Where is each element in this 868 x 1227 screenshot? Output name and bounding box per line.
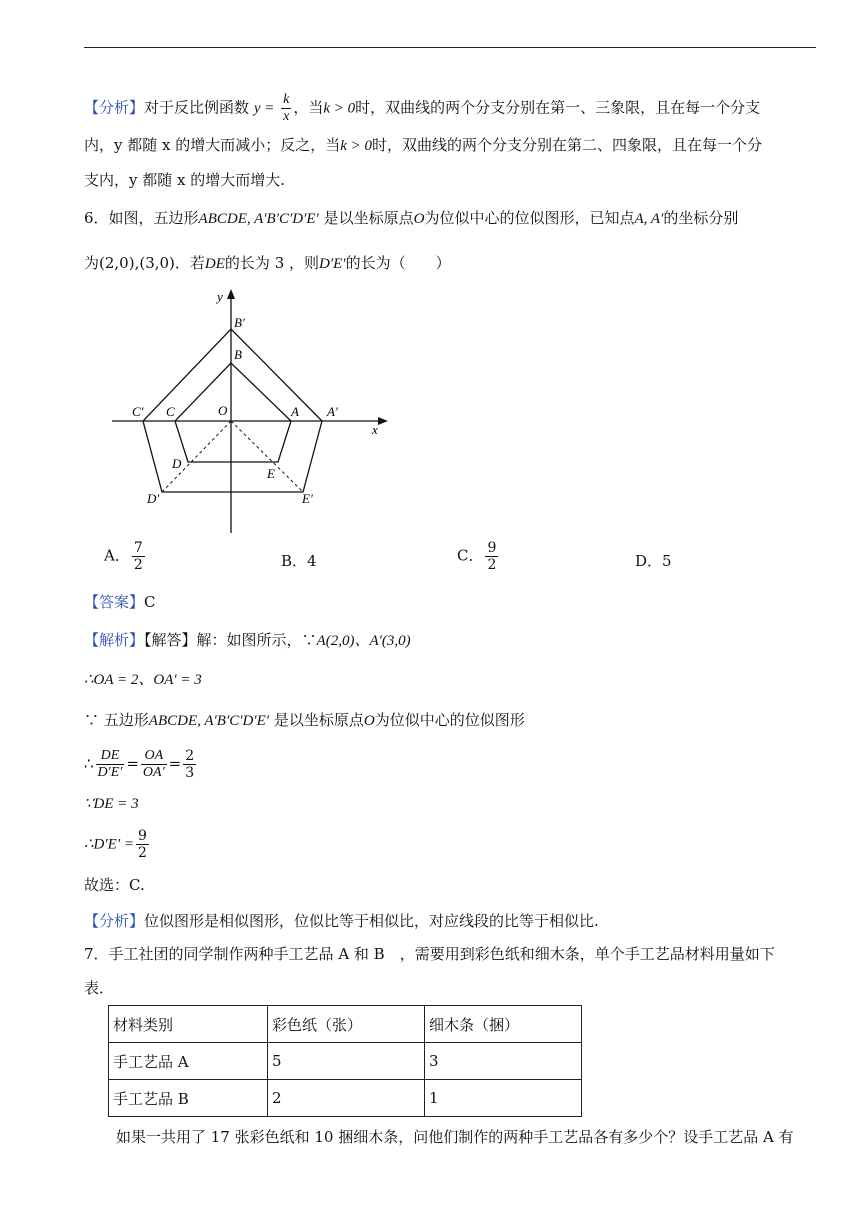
solution-line-7: 故选：C. [84,876,145,894]
solution-line-2: ∴OA = 2、OA′ = 3 [84,672,202,688]
table-row [109,1080,582,1117]
label-Ep: E′ [302,491,313,506]
table-cell: 5 [268,1043,425,1080]
label-Cp: C′ [132,404,144,419]
option-a: A． $\frac{7}{2}$ [104,540,143,573]
solution-ratio: ∴ $\frac{DE}{D'E'}$ = $\frac{OA}{OA'}$ = $\frac{2}{3}$ [84,748,195,781]
solution-line-5: ∵DE = 3 [84,796,139,812]
table-cell: 2 [268,1080,425,1117]
label-D: D [172,456,182,471]
q7-line-2: 表． [84,979,115,997]
table-header-cell: 彩色纸（张） [268,1006,425,1043]
analysis-q6: 【分析】位似图形是相似图形，位似比等于相似比，对应线段的比等于相似比. [84,912,599,930]
materials-table [108,1005,582,1117]
header-rule [84,47,816,48]
label-Dp: D′ [147,491,160,506]
table-header-cell: 材料类别 [109,1006,268,1043]
answer-line: 【答案】C [84,593,156,611]
x-axis-arrow [378,417,388,425]
table-header-row [109,1006,582,1043]
label-Bp: B′ [234,315,245,330]
label-E: E [267,466,275,481]
q7-line-3: 如果一共用了 17 张彩色纸和 10 捆细木条，问他们制作的两种手工艺品各有多少个？设手工艺品 A 有 [116,1128,794,1146]
q7-line-1: 7．手工社团的同学制作两种手工艺品 A 和 B ，需要用到彩色纸和细木条，单个手工艺品材料用量如下 [84,945,775,963]
y-axis-arrow [227,289,235,299]
label-Ap: A′ [327,404,338,419]
table-header-cell: 细木条（捆） [425,1006,582,1043]
label-B: B [234,347,242,362]
fraction-k-over-x: $\frac{k}{x}$ [283,92,290,124]
label-A: A [291,404,299,419]
table-cell: 手工艺品 B [109,1080,268,1117]
option-c: C． $\frac{9}{2}$ [457,540,497,573]
label-x: x [372,422,378,437]
analysis-line-2: 内，y 都随 x 的增大而减小；反之，当k > 0时，双曲线的两个分支分别在第二、四象限，且在每一个分 [84,136,763,154]
solution-line-6: ∴D′E′ = $\frac{9}{2}$ [84,828,147,861]
q6-line-1: 6．如图，五边形ABCDE, A′B′C′D′E′ 是以坐标原点O为位似中心的位似图形，已知点A, A′的坐标分别 [84,209,739,227]
table-cell: 3 [425,1043,582,1080]
table-cell: 手工艺品 A [109,1043,268,1080]
table-row [109,1043,582,1080]
label-C: C [166,404,175,419]
option-b: B．4 [281,552,317,570]
option-d: D．5 [635,552,672,570]
label-O: O [218,403,228,418]
label-y: y [217,289,223,304]
homothety-figure [108,285,398,540]
pentagon-inner [175,363,291,462]
ray-O-Ep [231,421,303,492]
analysis-line-1: 【分析】对于反比例函数 y = $\frac{k}{x}$ ，当k > 0时，双曲线的两个分支分别在第一、三象限，且在每一个分支 [84,92,761,124]
solution-line-1: 【解析】【解答】解：如图所示，∵A(2,0)、A′(3,0) [84,631,411,649]
table-cell: 1 [425,1080,582,1117]
solution-line-3: ∵ 五边形ABCDE, A′B′C′D′E′ 是以坐标原点O为位似中心的位似图形 [84,711,525,729]
q6-line-2: 为(2,0),(3,0)．若DE的长为 3 ，则D′E′的长为（ ） [84,254,451,272]
analysis-line-3: 支内，y 都随 x 的增大而增大. [84,171,286,189]
